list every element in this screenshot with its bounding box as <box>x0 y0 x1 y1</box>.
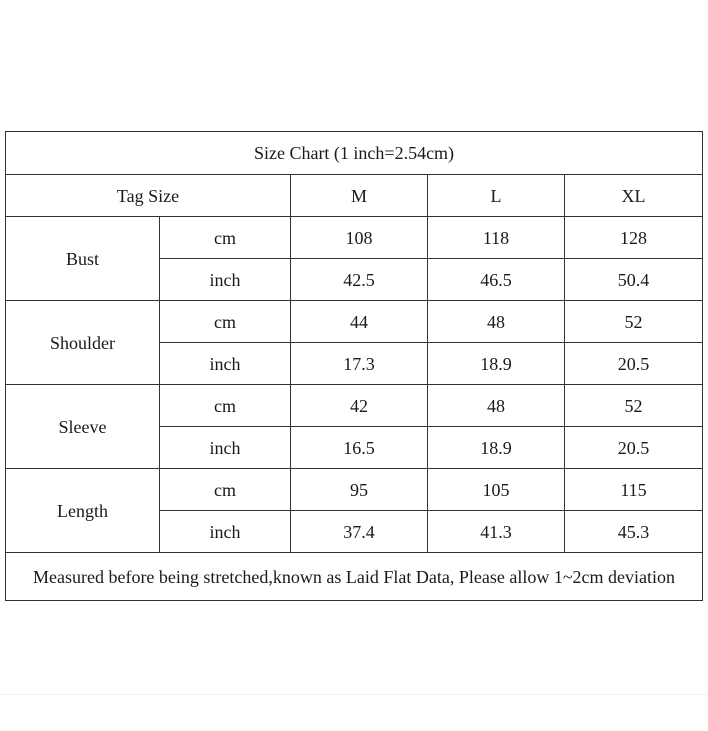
note-row <box>6 553 703 601</box>
table-cell: 18.9 <box>428 427 565 469</box>
unit-label: cm <box>160 301 291 343</box>
table-cell: 37.4 <box>291 511 428 553</box>
size-header-m: M <box>291 175 428 217</box>
chart-title: Size Chart (1 inch=2.54cm) <box>6 132 703 175</box>
table-cell: 95 <box>291 469 428 511</box>
table-row <box>6 301 703 343</box>
unit-label: inch <box>160 427 291 469</box>
table-cell: 115 <box>565 469 703 511</box>
table-row <box>6 217 703 259</box>
table-row <box>6 469 703 511</box>
table-cell: 46.5 <box>428 259 565 301</box>
table-cell: 17.3 <box>291 343 428 385</box>
unit-label: inch <box>160 259 291 301</box>
table-cell: 42.5 <box>291 259 428 301</box>
table-cell: 108 <box>291 217 428 259</box>
measurement-label-sleeve: Sleeve <box>6 385 160 469</box>
size-chart-table <box>5 131 703 601</box>
measurement-label-length: Length <box>6 469 160 553</box>
size-header-xl: XL <box>565 175 703 217</box>
table-cell: 16.5 <box>291 427 428 469</box>
title-row <box>6 132 703 175</box>
unit-label: inch <box>160 511 291 553</box>
table-row <box>6 385 703 427</box>
unit-label: cm <box>160 217 291 259</box>
measurement-label-bust: Bust <box>6 217 160 301</box>
measurement-note: Measured before being stretched,known as Laid Flat Data, Please allow 1~2cm deviation <box>6 553 703 601</box>
table-cell: 42 <box>291 385 428 427</box>
table-cell: 128 <box>565 217 703 259</box>
table-cell: 44 <box>291 301 428 343</box>
measurement-label-shoulder: Shoulder <box>6 301 160 385</box>
divider <box>0 694 708 695</box>
table-cell: 105 <box>428 469 565 511</box>
table-cell: 41.3 <box>428 511 565 553</box>
table-cell: 20.5 <box>565 427 703 469</box>
table-cell: 118 <box>428 217 565 259</box>
header-row <box>6 175 703 217</box>
unit-label: cm <box>160 385 291 427</box>
table-cell: 20.5 <box>565 343 703 385</box>
table-cell: 52 <box>565 385 703 427</box>
table-cell: 50.4 <box>565 259 703 301</box>
table-cell: 52 <box>565 301 703 343</box>
table-cell: 18.9 <box>428 343 565 385</box>
unit-label: cm <box>160 469 291 511</box>
size-header-l: L <box>428 175 565 217</box>
table-cell: 48 <box>428 301 565 343</box>
unit-label: inch <box>160 343 291 385</box>
tag-size-header: Tag Size <box>6 175 291 217</box>
table-cell: 48 <box>428 385 565 427</box>
table-cell: 45.3 <box>565 511 703 553</box>
